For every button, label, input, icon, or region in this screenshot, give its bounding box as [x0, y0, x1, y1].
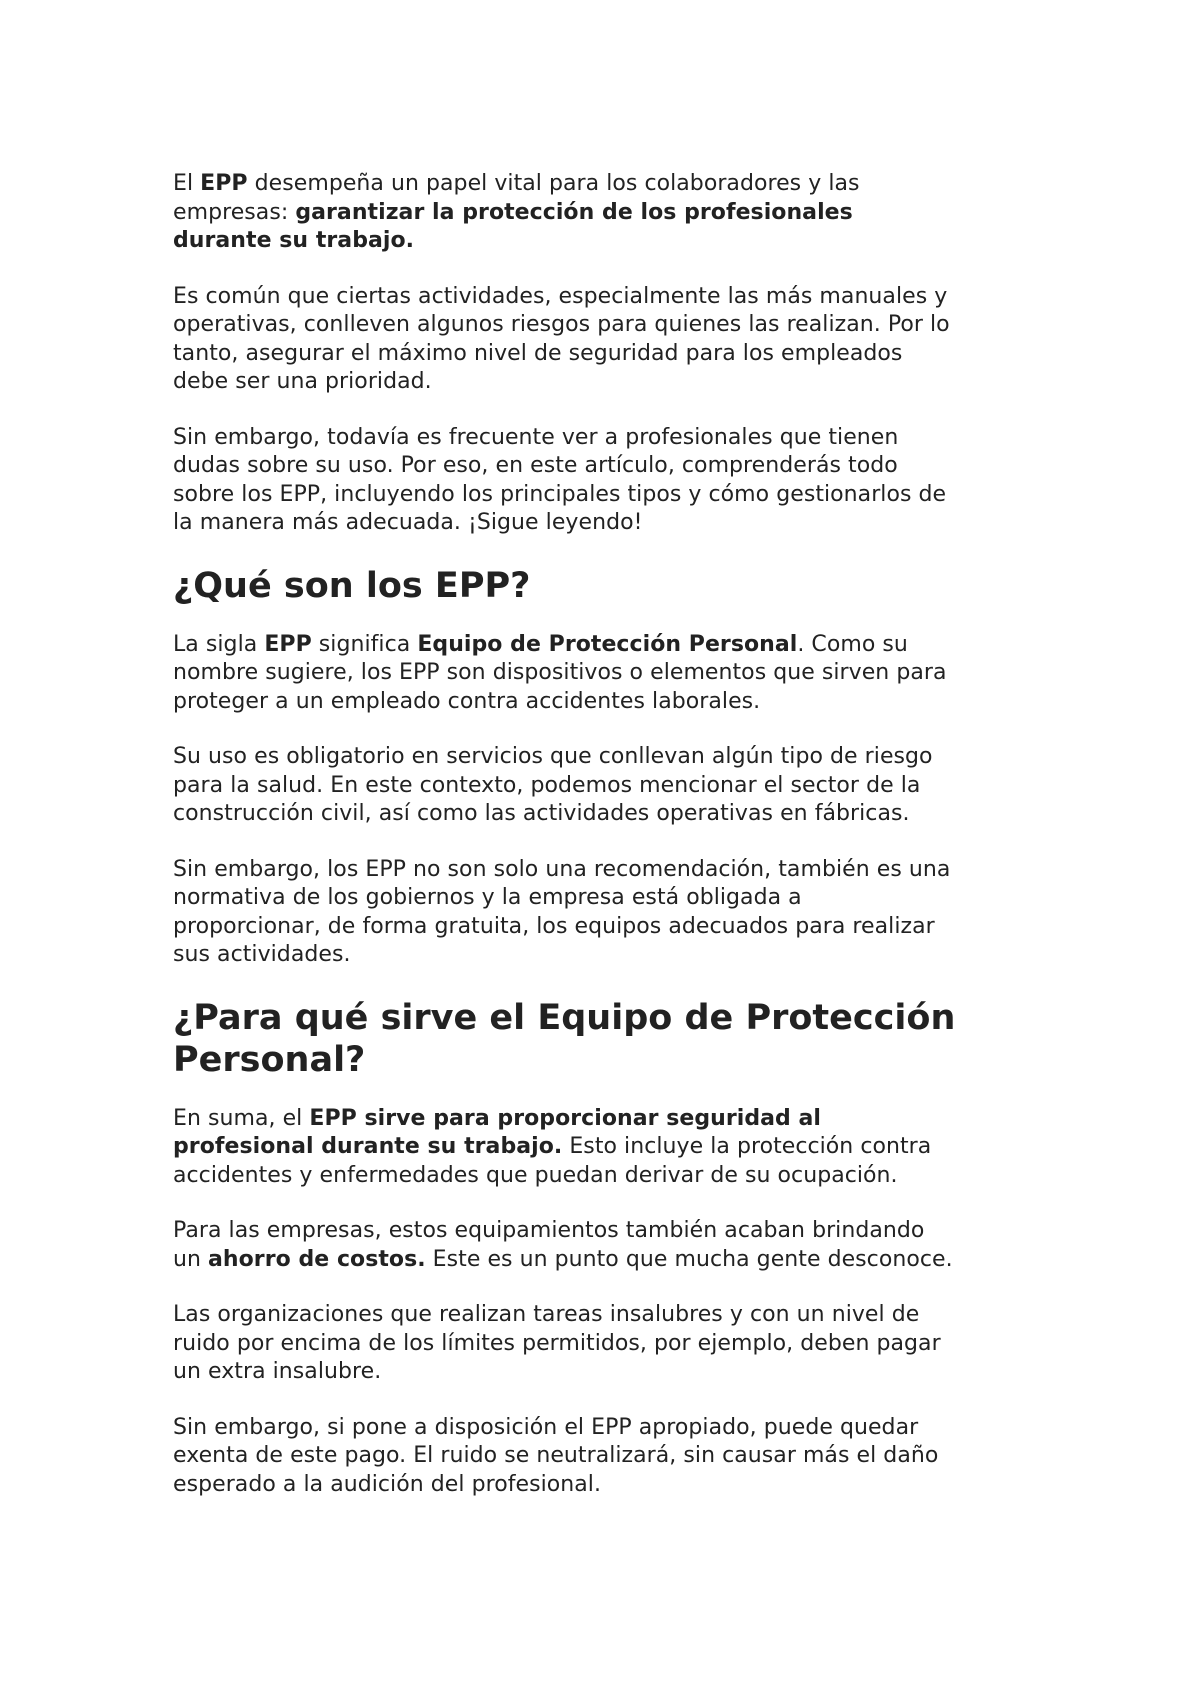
- text-line: proteger a un empleado contra accidentes laborales.: [173, 688, 761, 714]
- text-run: La sigla: [173, 631, 265, 657]
- text-line: [173, 1105, 1073, 1134]
- document-body: [173, 170, 1073, 1526]
- text-line: Es común que ciertas actividades, especialmente las más manuales y: [173, 283, 948, 309]
- bold-text: EPP sirve para proporcionar seguridad al: [309, 1105, 822, 1131]
- text-line: Su uso es obligatorio en servicios que conllevan algún tipo de riesgo: [173, 744, 933, 769]
- text-line: sus actividades.: [173, 942, 351, 967]
- text-run: empresas:: [173, 199, 296, 225]
- bold-text: EPP: [264, 631, 312, 657]
- text-line: [173, 631, 1073, 660]
- heading-line: ¿Para qué sirve el Equipo de Protección: [173, 997, 956, 1038]
- text-line: Sin embargo, los EPP no son solo una recomendación, también es una: [173, 856, 951, 882]
- text-line: nombre sugiere, los EPP son dispositivos o elementos que sirven para: [173, 660, 947, 685]
- text-line: construcción civil, así como las actividades operativas en fábricas.: [173, 801, 910, 826]
- intro-paragraph-3: [173, 424, 1073, 538]
- bold-text: EPP: [200, 171, 248, 196]
- text-line: [173, 199, 1073, 228]
- heading-line: Personal?: [173, 1039, 366, 1080]
- text-line: [173, 1246, 1073, 1275]
- section1-paragraph-3: [173, 856, 1073, 970]
- text-line: Las organizaciones que realizan tareas insalubres y con un nivel de: [173, 1302, 920, 1327]
- text-run: En suma, el: [173, 1105, 310, 1131]
- text-run: . Como su: [797, 631, 908, 657]
- bold-text: garantizar la protección de los profesionales: [295, 199, 853, 225]
- text-line: la manera más adecuada. ¡Sigue leyendo!: [173, 510, 643, 535]
- section1-paragraph-2: [173, 743, 1073, 829]
- text-line: Para las empresas, estos equipamientos también acaban brindando: [173, 1218, 925, 1243]
- text-line: [173, 227, 1073, 256]
- text-line: dudas sobre su uso. Por eso, en este artículo, comprenderás todo: [173, 453, 898, 478]
- text-line: ruido por encima de los límites permitidos, por ejemplo, deben pagar: [173, 1330, 941, 1356]
- text-run: Esto incluye la protección contra: [562, 1134, 932, 1159]
- bold-text: profesional durante su trabajo.: [173, 1134, 563, 1159]
- bold-text: durante su trabajo.: [173, 228, 415, 253]
- text-line: [173, 1133, 1073, 1162]
- text-line: tanto, asegurar el máximo nivel de seguridad para los empleados: [173, 340, 903, 366]
- section2-paragraph-4: [173, 1414, 1073, 1500]
- intro-paragraph-2: [173, 283, 1073, 397]
- text-line: sobre los EPP, incluyendo los principales tipos y cómo gestionarlos de: [173, 481, 947, 507]
- bold-text: ahorro de costos.: [208, 1246, 426, 1272]
- text-line: para la salud. En este contexto, podemos mencionar el sector de la: [173, 772, 921, 798]
- section-heading-para-que-sirve: [173, 997, 1073, 1081]
- text-line: debe ser una prioridad.: [173, 369, 432, 394]
- bold-text: Equipo de Protección Personal: [417, 631, 798, 657]
- text-run: significa: [311, 631, 418, 657]
- intro-paragraph-1: [173, 170, 1073, 256]
- text-line: exenta de este pago. El ruido se neutralizará, sin causar más el daño: [173, 1443, 939, 1468]
- text-line: esperado a la audición del profesional.: [173, 1471, 601, 1497]
- text-run: El: [173, 171, 201, 196]
- text-line: Sin embargo, si pone a disposición el EPP apropiado, puede quedar: [173, 1414, 919, 1440]
- text-line: operativas, conlleven algunos riesgos para quienes las realizan. Por lo: [173, 312, 950, 337]
- text-run: un: [173, 1246, 209, 1272]
- section2-paragraph-1: [173, 1105, 1073, 1191]
- text-run: desempeña un papel vital para los colaboradores y las: [247, 171, 860, 196]
- text-run: Este es un punto que mucha gente desconoce.: [425, 1246, 953, 1272]
- section1-paragraph-1: [173, 631, 1073, 717]
- text-line: [173, 170, 1073, 199]
- text-line: accidentes y enfermedades que puedan derivar de su ocupación.: [173, 1162, 898, 1188]
- text-line: un extra insalubre.: [173, 1359, 382, 1384]
- section2-paragraph-2: [173, 1217, 1073, 1274]
- section2-paragraph-3: [173, 1301, 1073, 1387]
- text-line: proporcionar, de forma gratuita, los equipos adecuados para realizar: [173, 913, 935, 939]
- section-heading-que-son: ¿Qué son los EPP?: [173, 565, 531, 606]
- text-line: Sin embargo, todavía es frecuente ver a profesionales que tienen: [173, 424, 899, 450]
- text-line: normativa de los gobiernos y la empresa está obligada a: [173, 885, 802, 910]
